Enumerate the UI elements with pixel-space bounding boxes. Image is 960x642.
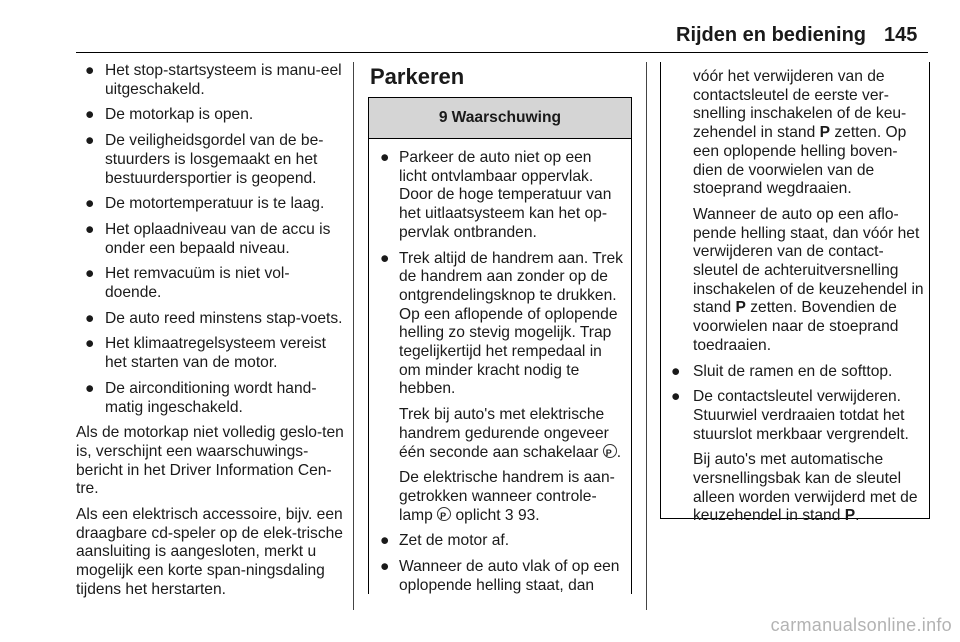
list-item: ● De contactsleutel verwijderen. Stuurwiel verdraaien totdat het stuurslot merkbaar vergrendelt. Bij auto's met automatische versnellingsbak kan de sleutel alleen worden verwijderd met de keuzehendel in stand P.	[667, 388, 925, 526]
warning-title: Waarschuwing	[451, 109, 562, 126]
list-item: ● Het remvacuüm is niet vol-doende.	[85, 265, 290, 302]
condition-list	[76, 62, 344, 417]
list-item: ● De auto reed minstens stap-voets.	[85, 309, 343, 327]
section-heading: Parkeren	[370, 64, 465, 89]
column-divider	[353, 62, 354, 610]
warning-box	[368, 97, 632, 594]
column-divider	[646, 62, 647, 610]
warning-triangle-icon: 9	[438, 109, 448, 126]
list-item: ● De veiligheidsgordel van de be-stuurders is losgemaakt en het bestuurdersportier is geopend.	[85, 132, 324, 187]
page-reference-icon: 3	[504, 506, 514, 524]
sub-paragraph: De elektrische handrem is aan-getrokken wanneer controle-lamp P oplicht 3 93.	[399, 469, 623, 525]
body-paragraph: Wanneer de auto op een aflo-pende helling staat, dan vóór het verwijderen van de contact-sleutel de achteruitversnelling inschakelen of de keuzehendel in stand P zetten. Bovendien de voorwielen naar de stoeprand toedraaien.	[693, 205, 924, 354]
list-item: ● De motorkap is open.	[85, 106, 254, 124]
body-paragraph: Als de motorkap niet volledig geslo-ten is, verschijnt een waarschuwings-bericht in het Driver Information Cen-tre.	[76, 424, 344, 498]
parking-brake-icon	[603, 444, 617, 458]
page-reference: 93.	[517, 506, 540, 524]
list-item: ● Sluit de ramen en de softtop.	[671, 362, 893, 380]
list-item: ● Trek altijd de handrem aan. Trek de handrem aan zonder op de ontgrendelingsknop te drukken. Op een aflopende of oplopende helling zo stevig mogelijk. Trap tegelijkertijd het rempedaal in om minder kracht nodig te hebben. Trek bij auto's met elektrische handrem gedurende ongeveer één seconde aan schakelaar P . De elektrische handrem is aan-getrokken wanneer controle-lamp P oplicht 3 93.	[377, 250, 623, 526]
list-item: ● Parkeer de auto niet op een licht ontvlambaar oppervlak. Door de hoge temperatuur van het uitlaatsysteem kan het op-pervlak ontbranden.	[380, 149, 612, 241]
list-item: ● Het stop-startsysteem is manu-eel uitgeschakeld.	[85, 62, 342, 98]
page-number: 145	[884, 24, 918, 46]
page-section-title: Rijden en bediening	[676, 24, 867, 46]
warning-box-continued	[660, 62, 930, 525]
list-item: ● De motortemperatuur is te laag.	[85, 195, 325, 213]
sub-paragraph: Trek bij auto's met elektrische handrem gedurende ongeveer één seconde aan schakelaar P .	[399, 406, 623, 462]
list-item: ● Het klimaatregelsysteem vereist het starten van de motor.	[85, 335, 326, 372]
warning-header	[369, 98, 631, 139]
list-item: ● Zet de motor af.	[380, 532, 510, 550]
watermark: carmanualsonline.info	[770, 615, 952, 635]
parking-brake-icon	[437, 507, 451, 521]
list-item: ● Wanneer de auto vlak of op een oplopende helling staat, dan	[380, 558, 620, 594]
header-rule	[76, 52, 928, 53]
body-paragraph: Als een elektrisch accessoire, bijv. een draagbare cd-speler op de elek-trische aansluiting is aangesloten, merkt u mogelijk een korte span-ningsdaling tijdens het herstarten.	[76, 506, 343, 598]
sub-paragraph: Bij auto's met automatische versnellingsbak kan de sleutel alleen worden verwijderd met de keuzehendel in stand P.	[693, 451, 918, 525]
list-item: ● Het oplaadniveau van de accu is onder een bepaald niveau.	[85, 220, 331, 257]
body-paragraph: vóór het verwijderen van de contactsleutel de eerste ver-snelling inschakelen of de keu-zehendel in stand P zetten. Op een oplopende helling boven-dien de voorwielen van de stoeprand wegdraaien.	[693, 68, 907, 198]
column-1	[76, 62, 344, 607]
list-item: ● De airconditioning wordt hand-matig ingeschakeld.	[85, 379, 317, 416]
